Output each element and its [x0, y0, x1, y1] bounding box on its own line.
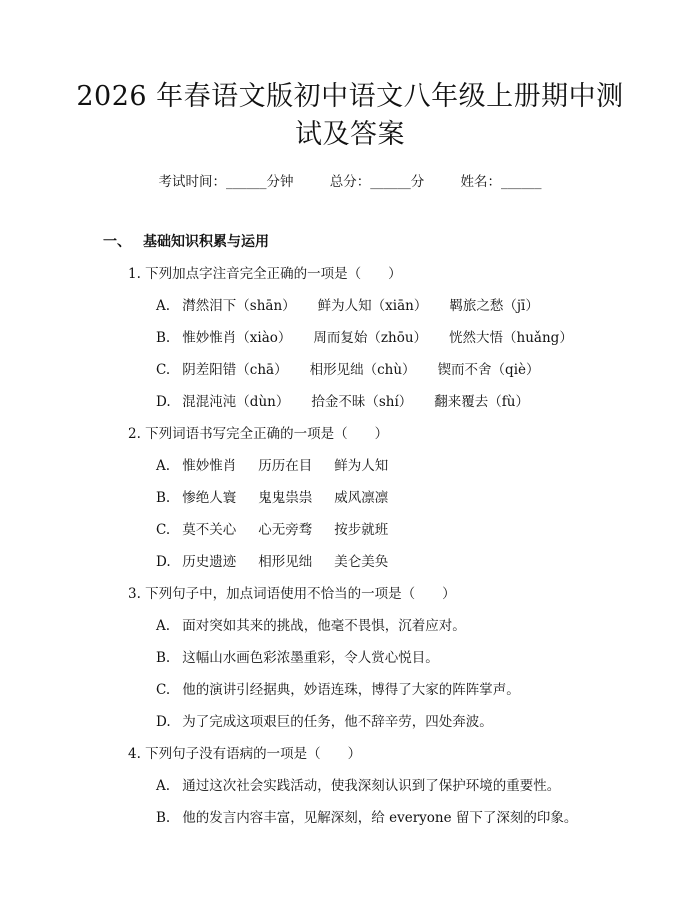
- option-item: 历历在目: [258, 458, 313, 474]
- option-label: A.: [156, 458, 171, 474]
- option-row: [156, 550, 388, 570]
- option-row: [156, 646, 439, 666]
- option-label: B.: [156, 810, 171, 826]
- option-item: 羁旅之愁（jī）: [449, 298, 539, 314]
- option-item: 他的发言内容丰富，见解深刻，给 everyone 留下了深刻的印象。: [182, 810, 578, 826]
- option-item: 美仑美奂: [334, 554, 389, 570]
- option-row: [156, 486, 388, 506]
- option-item: 鬼鬼祟祟: [258, 490, 313, 506]
- option-item: 历史遗迹: [182, 554, 237, 570]
- exam-time: 考试时间：______分钟: [158, 174, 294, 190]
- exam-meta: [0, 170, 700, 190]
- option-item: 惟妙惟肖: [182, 458, 237, 474]
- option-item: 通过这次社会实践活动，使我深刻认识到了保护环境的重要性。: [182, 778, 561, 794]
- option-row: [156, 614, 466, 634]
- exam-name: 姓名：______: [460, 174, 542, 190]
- option-label: B.: [156, 330, 171, 346]
- option-item: 相形见绌: [258, 554, 313, 570]
- option-item: 拾金不昧（shí）: [311, 394, 413, 410]
- section-title: 基础知识积累与运用: [143, 234, 269, 250]
- document-title: [60, 78, 640, 154]
- option-row: [156, 710, 493, 730]
- option-item: 莫不关心: [182, 522, 237, 538]
- option-label: D.: [156, 714, 171, 730]
- option-label: C.: [156, 682, 171, 698]
- option-item: 为了完成这项艰巨的任务，他不辞辛劳，四处奔波。: [182, 714, 493, 730]
- question-stem: 3. 下列句子中，加点词语使用不恰当的一项是（ ）: [128, 586, 456, 602]
- option-label: A.: [156, 778, 171, 794]
- option-item: 鲜为人知: [334, 458, 389, 474]
- option-item: 威风凛凛: [334, 490, 389, 506]
- option-item: 鲜为人知（xiān）: [317, 298, 428, 314]
- question-stem: 1. 下列加点字注音完全正确的一项是（ ）: [128, 266, 402, 282]
- option-item: 惟妙惟肖（xiào）: [182, 330, 292, 346]
- option-item: 惨绝人寰: [182, 490, 237, 506]
- title-line-1: 2026 年春语文版初中语文八年级上册期中测: [76, 81, 624, 112]
- option-row: [156, 326, 573, 346]
- option-row: [156, 678, 520, 698]
- option-label: B.: [156, 650, 171, 666]
- option-row: [156, 518, 388, 538]
- option-row: [156, 806, 577, 826]
- option-item: 按步就班: [334, 522, 389, 538]
- option-row: [156, 774, 560, 794]
- option-item: 锲而不舍（qiè）: [437, 362, 540, 378]
- option-item: 潸然泪下（shān）: [182, 298, 296, 314]
- question-stem: 4. 下列句子没有语病的一项是（ ）: [128, 746, 362, 762]
- option-item: 阴差阳错（chā）: [182, 362, 288, 378]
- option-row: [156, 294, 539, 314]
- option-row: [156, 358, 540, 378]
- option-label: C.: [156, 522, 171, 538]
- option-row: [156, 454, 388, 474]
- option-label: B.: [156, 490, 171, 506]
- question-stem: 2. 下列词语书写完全正确的一项是（ ）: [128, 426, 389, 442]
- exam-score: 总分：______分: [329, 174, 425, 190]
- title-line-2: 试及答案: [295, 119, 405, 150]
- section-heading: [103, 231, 269, 251]
- option-item: 心无旁骛: [258, 522, 313, 538]
- option-item: 周而复始（zhōu）: [313, 330, 428, 346]
- option-label: A.: [156, 618, 171, 634]
- section-number: 一、: [103, 234, 131, 250]
- option-label: D.: [156, 394, 171, 410]
- option-item: 恍然大悟（huǎng）: [449, 330, 573, 346]
- option-label: A.: [156, 298, 171, 314]
- option-item: 翻来覆去（fù）: [434, 394, 529, 410]
- option-item: 他的演讲引经据典，妙语连珠，博得了大家的阵阵掌声。: [182, 682, 520, 698]
- option-item: 这幅山水画色彩浓墨重彩，令人赏心悦目。: [182, 650, 439, 666]
- option-item: 混混沌沌（dùn）: [182, 394, 290, 410]
- option-item: 面对突如其来的挑战，他毫不畏惧，沉着应对。: [182, 618, 466, 634]
- option-item: 相形见绌（chù）: [309, 362, 416, 378]
- option-label: C.: [156, 362, 171, 378]
- option-row: [156, 390, 529, 410]
- option-label: D.: [156, 554, 171, 570]
